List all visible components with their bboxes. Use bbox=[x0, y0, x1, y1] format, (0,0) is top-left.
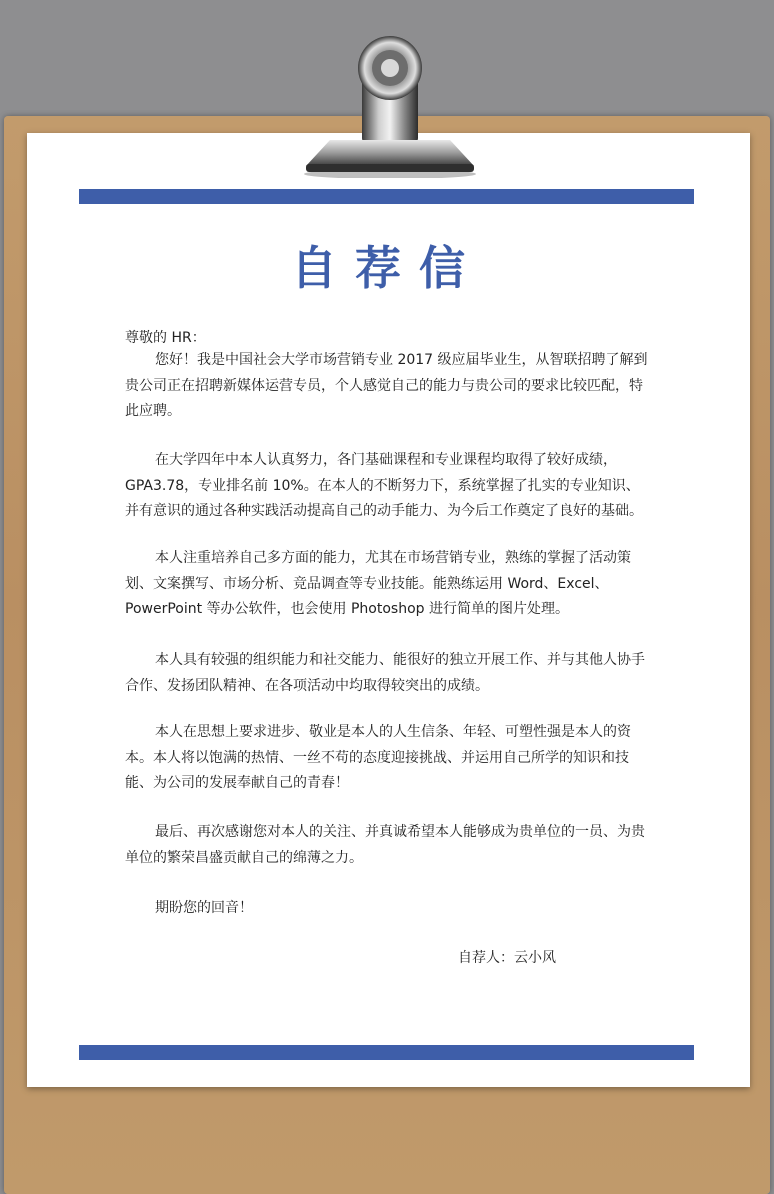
letter-paragraph-1: 您好！我是中国社会大学市场营销专业 2017 级应届毕业生，从智联招聘了解到贵公司正在招聘新媒体运营专员，个人感觉自己的能力与贵公司的要求比较匹配，特此应聘。 bbox=[125, 352, 648, 419]
letter-paragraph-5: 本人在思想上要求进步、敬业是本人的人生信条、年轻、可塑性强是本人的资本。本人将以饱满的热情、一丝不苟的态度迎接挑战、并运用自己所学的知识和技能、为公司的发展奉献自己的青春！ bbox=[125, 724, 631, 791]
letter-paragraph-4: 本人具有较强的组织能力和社交能力、能很好的独立开展工作、并与其他人协手合作、发扬团队精神、在各项活动中均取得较突出的成绩。 bbox=[125, 652, 645, 694]
top-accent-bar bbox=[79, 189, 694, 204]
letter-closing: 期盼您的回音！ bbox=[155, 900, 253, 916]
bottom-accent-bar bbox=[79, 1045, 694, 1060]
letter-paragraph-2: 在大学四年中本人认真努力，各门基础课程和专业课程均取得了较好成绩，GPA3.78，专业排名前 10%。在本人的不断努力下，系统掌握了扎实的专业知识、并有意识的通过各种实践活动提高自己的动手能力、为今后工作奠定了良好的基础。 bbox=[125, 452, 643, 519]
binder-clip-icon bbox=[300, 28, 478, 178]
letter-paragraph-6: 最后、再次感谢您对本人的关注、并真诚希望本人能够成为贵单位的一员、为贵单位的繁荣昌盛贡献自己的绵薄之力。 bbox=[125, 824, 645, 866]
letter-salutation: 尊敬的 HR： bbox=[125, 330, 206, 346]
letter-signature: 自荐人：云小风 bbox=[458, 950, 556, 966]
letter-paragraph-3: 本人注重培养自己多方面的能力，尤其在市场营销专业，熟练的掌握了活动策划、文案撰写、市场分析、竞品调查等专业技能。能熟练运用 Word、Excel、PowerPoint 等办公软件，也会使用 Photoshop 进行简单的图片处理。 bbox=[125, 550, 631, 617]
letter-title: 自荐信 bbox=[291, 241, 483, 295]
